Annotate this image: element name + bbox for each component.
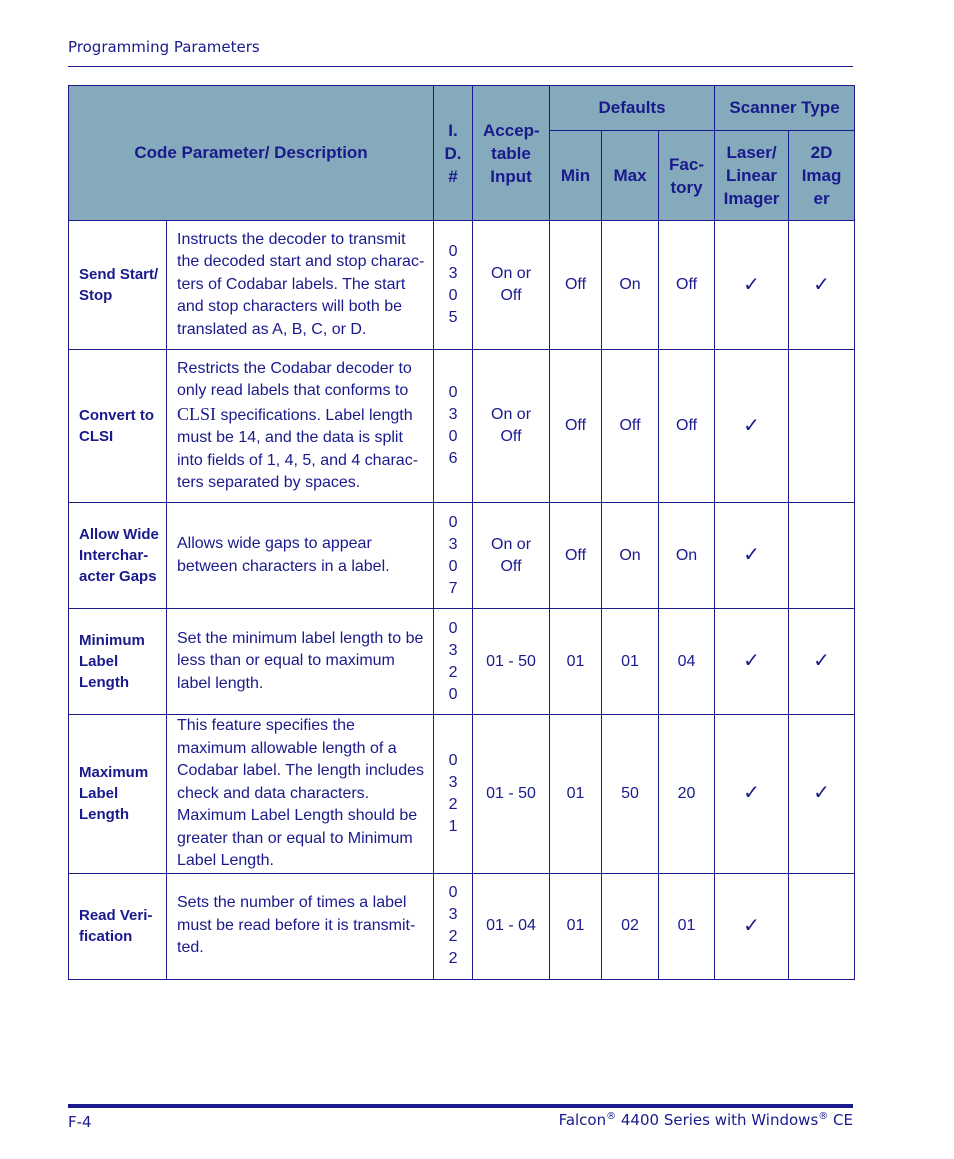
id-digit: 6 [448, 450, 458, 467]
param-description: This feature specifies the maximum allowable length of a Codabar label. The length includes check and data characters. Maximum Label Length should be greater than or equal to Minimum Label Length. [167, 715, 434, 874]
param-description [167, 350, 434, 503]
default-max: On [602, 503, 659, 609]
param-id [434, 873, 473, 979]
laser-support-cell [715, 715, 789, 874]
table-row [69, 221, 855, 350]
col-header-max: Max [602, 131, 659, 221]
id-digit: 0 [448, 619, 458, 637]
id-digit: 3 [448, 406, 458, 423]
col-header-defaults: Defaults [550, 86, 715, 131]
description-text: Restricts the Codabar decoder to only read labels that conforms to [177, 359, 412, 399]
col-header-factory [659, 131, 715, 221]
laser-support-cell [715, 609, 789, 715]
default-min: 01 [550, 873, 602, 979]
imager-2d-support-cell [789, 350, 855, 503]
acceptable-header-text: Accep- table Input [483, 120, 540, 186]
footer-title [559, 1111, 853, 1129]
footer-title-text: Falcon [558, 1111, 607, 1129]
col-header-id [434, 86, 473, 221]
default-max: 02 [602, 873, 659, 979]
id-digit: 2 [448, 928, 458, 945]
default-min: 01 [550, 609, 602, 715]
id-digit: 0 [448, 557, 458, 575]
acceptable-input [473, 221, 550, 350]
clsi-term: CLSI [177, 403, 217, 424]
id-header-text: I. D. # [444, 120, 462, 186]
registered-mark: ® [606, 1111, 617, 1122]
default-min: Off [550, 221, 602, 350]
id-digit: 0 [448, 428, 458, 445]
registered-mark: ® [818, 1111, 829, 1122]
laser-support-cell [715, 503, 789, 609]
param-name: Send Start/ Stop [69, 221, 167, 350]
id-digit: 2 [448, 795, 458, 813]
id-digit: 0 [448, 751, 458, 769]
page-number: F-4 [68, 1113, 92, 1131]
default-factory: 04 [659, 609, 715, 715]
default-factory: Off [659, 221, 715, 350]
col-header-laser-linear-imager [715, 131, 789, 221]
param-description: Instructs the decoder to transmit the decoded start and stop charac- ters of Codabar labels. The start and stop characters will both be translated as A, B, C, or D. [167, 221, 434, 350]
param-description: Sets the number of times a label must be read before it is transmit- ted. [167, 873, 434, 979]
check-icon: ✓ [813, 271, 830, 296]
check-icon: ✓ [743, 780, 760, 805]
param-name: Minimum Label Length [69, 609, 167, 715]
default-min: Off [550, 503, 602, 609]
factory-header-text: Fac- tory [669, 154, 704, 197]
imager-2d-header-text: 2D Imag er [801, 143, 842, 208]
default-factory: Off [659, 350, 715, 503]
param-name: Maximum Label Length [69, 715, 167, 874]
col-header-scanner-type: Scanner Type [715, 86, 855, 131]
footer-title-text: CE [828, 1111, 853, 1129]
id-digit: 3 [448, 906, 458, 923]
table-row [69, 715, 855, 874]
acceptable-input-text: On or Off [491, 406, 532, 445]
id-digit: 0 [448, 884, 458, 901]
table-row [69, 873, 855, 979]
table-row [69, 609, 855, 715]
default-max: On [602, 221, 659, 350]
footer-title-text: 4400 Series with Windows [616, 1111, 819, 1129]
id-digit: 2 [448, 950, 458, 967]
col-header-min: Min [550, 131, 602, 221]
default-factory: 20 [659, 715, 715, 874]
id-digit: 0 [448, 287, 458, 304]
acceptable-input: 01 - 04 [473, 873, 550, 979]
default-factory: On [659, 503, 715, 609]
acceptable-input-text: On or Off [491, 535, 532, 575]
default-max: 01 [602, 609, 659, 715]
laser-support-cell [715, 221, 789, 350]
param-id [434, 715, 473, 874]
check-icon: ✓ [813, 780, 830, 805]
laser-support-cell [715, 873, 789, 979]
param-name: Convert to CLSI [69, 350, 167, 503]
imager-2d-support-cell [789, 503, 855, 609]
col-header-code-parameter: Code Parameter/ Description [69, 86, 434, 221]
check-icon: ✓ [743, 648, 760, 672]
param-id [434, 503, 473, 609]
footer-rule [68, 1104, 853, 1108]
col-header-2d-imager [789, 131, 855, 221]
id-digit: 2 [448, 663, 458, 681]
id-digit: 3 [448, 265, 458, 282]
default-min: 01 [550, 715, 602, 874]
imager-2d-support-cell [789, 873, 855, 979]
acceptable-input-text: On or Off [491, 265, 532, 304]
imager-2d-support-cell [789, 221, 855, 350]
acceptable-input [473, 350, 550, 503]
imager-2d-support-cell [789, 609, 855, 715]
default-max: 50 [602, 715, 659, 874]
param-description: Set the minimum label length to be less than or equal to maximum label length. [167, 609, 434, 715]
id-digit: 0 [448, 384, 458, 401]
check-icon: ✓ [743, 912, 760, 937]
table-row [69, 503, 855, 609]
check-icon: ✓ [743, 542, 760, 566]
param-name: Read Veri- fication [69, 873, 167, 979]
id-digit: 5 [448, 309, 458, 326]
param-description: Allows wide gaps to appear between characters in a label. [167, 503, 434, 609]
col-header-acceptable [473, 86, 550, 221]
laser-header-text: Laser/ Linear Imager [723, 143, 780, 208]
acceptable-input: 01 - 50 [473, 609, 550, 715]
param-id [434, 350, 473, 503]
imager-2d-support-cell [789, 715, 855, 874]
acceptable-input: 01 - 50 [473, 715, 550, 874]
check-icon: ✓ [743, 271, 760, 296]
check-icon: ✓ [743, 412, 760, 437]
table-row [69, 350, 855, 503]
id-digit: 1 [448, 817, 458, 835]
description-text: specifications. Label length must be 14, and the data is split into fields of 1, 4, 5, and 4 charac- ters separated by spaces. [177, 406, 419, 491]
id-digit: 0 [448, 513, 458, 531]
id-digit: 3 [448, 535, 458, 553]
param-id [434, 609, 473, 715]
default-min: Off [550, 350, 602, 503]
id-digit: 3 [448, 641, 458, 659]
param-name: Allow Wide Interchar- acter Gaps [69, 503, 167, 609]
default-factory: 01 [659, 873, 715, 979]
parameter-table [68, 85, 855, 980]
id-digit: 7 [448, 579, 458, 597]
laser-support-cell [715, 350, 789, 503]
acceptable-input [473, 503, 550, 609]
param-id [434, 221, 473, 350]
running-header: Programming Parameters [68, 38, 260, 56]
id-digit: 0 [448, 243, 458, 260]
default-max: Off [602, 350, 659, 503]
check-icon: ✓ [813, 648, 830, 672]
id-digit: 3 [448, 773, 458, 791]
header-rule [68, 66, 853, 67]
id-digit: 0 [448, 685, 458, 703]
